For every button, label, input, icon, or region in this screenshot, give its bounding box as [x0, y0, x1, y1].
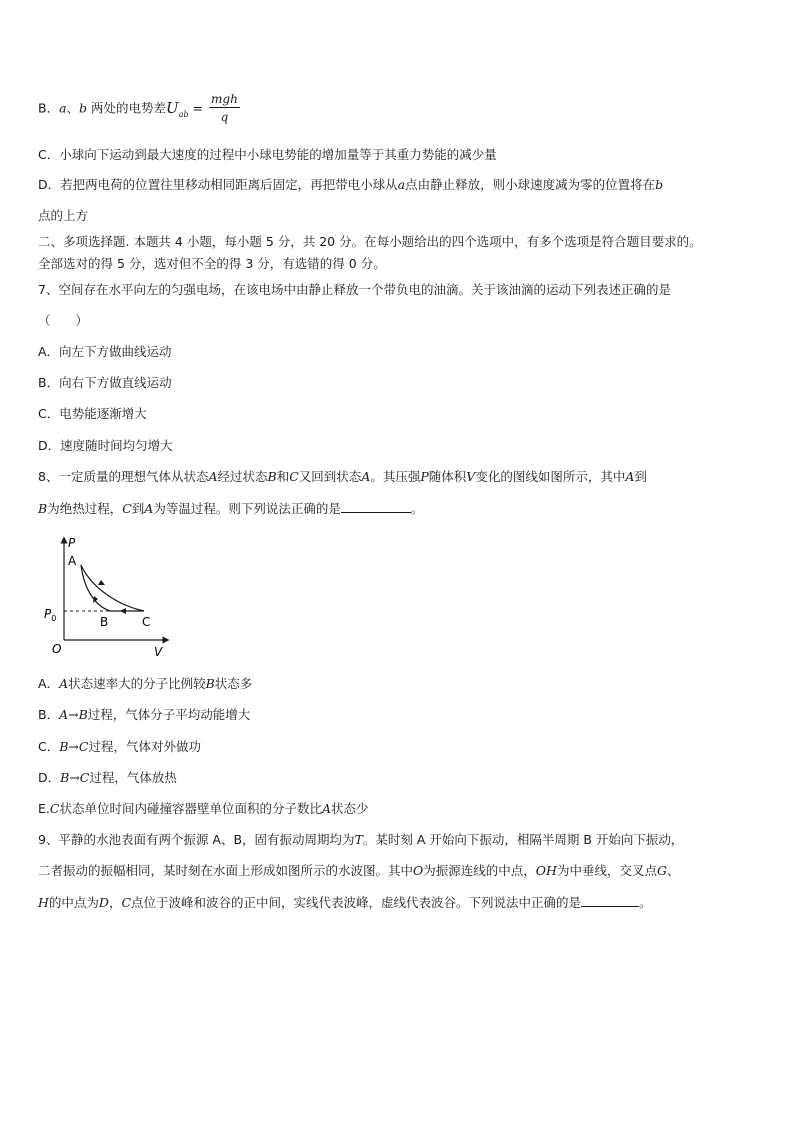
p0-label: $P_0$ — [44, 607, 57, 623]
q7-option-b: B．向右下方做直线运动 — [38, 375, 172, 390]
q7-option-a: A．向左下方做曲线运动 — [38, 344, 172, 359]
state-a-label: A — [68, 554, 77, 568]
pv-diagram — [40, 534, 175, 659]
q6-option-b — [38, 92, 764, 126]
q8-option-b: B．A→B过程，气体分子平均动能增大 — [38, 707, 251, 722]
q7-stem: 7、空间存在水平向左的匀强电场，在该电场中由静止释放一个带负电的油滴。关于该油滴的运动下列表述正确的是 — [38, 282, 671, 297]
q9-stem-line1: 9、平静的水池表面有两个振源 A、B，固有振动周期均为T。某时刻 A 开始向下振动，相隔半周期 B 开始向下振动， — [38, 832, 684, 847]
origin-label: O — [52, 642, 62, 656]
point-a: a — [59, 100, 67, 116]
state-c-label: C — [142, 615, 151, 629]
q7-answer-paren: （ ） — [38, 313, 89, 328]
p-axis-label: P — [68, 536, 76, 550]
q7-option-d: D．速度随时间均匀增大 — [38, 438, 173, 453]
q6-option-d-line2: 点的上方 — [38, 208, 89, 223]
option-label: B． — [38, 100, 60, 116]
q8-option-e: E.C状态单位时间内碰撞容器壁单位面积的分子数比A状态少 — [38, 801, 369, 816]
separator: 、 — [66, 100, 80, 116]
q7-option-c: C．电势能逐渐增大 — [38, 406, 147, 421]
answer-blank — [341, 500, 411, 513]
q8-option-c: C．B→C过程，气体对外做功 — [38, 739, 201, 754]
point-b: b — [79, 100, 88, 116]
q8-option-a: A．A状态速率大的分子比例较B状态多 — [38, 676, 253, 691]
fraction — [209, 92, 240, 126]
fraction-numerator: mgh — [211, 92, 238, 106]
q8-stem-line2: B为绝热过程，C到A为等温过程。则下列说法正确的是 。 — [38, 501, 424, 516]
q6-option-c: C．小球向下运动到最大速度的过程中小球电势能的增加量等于其重力势能的减少量 — [38, 147, 497, 162]
v-axis-label: V — [154, 645, 163, 659]
q9-stem-line2: 二者振动的振幅相同，某时刻在水面上形成如图所示的水波图。其中O为振源连线的中点，OH为中垂线，交叉点G、 — [38, 863, 680, 878]
equals-sign: = — [188, 100, 208, 116]
process-c-to-a — [81, 565, 144, 611]
q8-stem-line1: 8、一定质量的理想气体从状态A经过状态B和C又回到状态A。其压强P随体积V变化的图线如图所示，其中A到 — [38, 469, 647, 484]
q8-option-d: D．B→C过程，气体放热 — [38, 770, 177, 785]
section2-header-line2: 全部选对的得 5 分，选对但不全的得 3 分，有选错的得 0 分。 — [38, 256, 386, 271]
q9-stem-line3: H的中点为D，C点位于波峰和波谷的正中间，实线代表波峰，虚线代表波谷。下列说法中正确的是 。 — [38, 895, 652, 910]
fraction-denominator: q — [220, 110, 229, 124]
arrow-b-to-c — [120, 608, 126, 614]
answer-blank — [581, 894, 639, 907]
q6-option-d-line1: D．若把两电荷的位置往里移动相同距离后固定，再把带电小球从a点由静止释放，则小球速度减为零的位置将在b — [38, 177, 664, 192]
section2-header-line1: 二、多项选择题. 本题共 4 小题，每小题 5 分，共 20 分。在每小题给出的四个选项中，有多个选项是符合题目要求的。 — [38, 234, 702, 249]
potential-difference-symbol: $U_{ab}$ — [166, 98, 189, 119]
state-b-label: B — [100, 615, 109, 629]
arrow-c-to-a — [98, 580, 105, 585]
option-text: 两处的电势差 — [87, 100, 167, 116]
